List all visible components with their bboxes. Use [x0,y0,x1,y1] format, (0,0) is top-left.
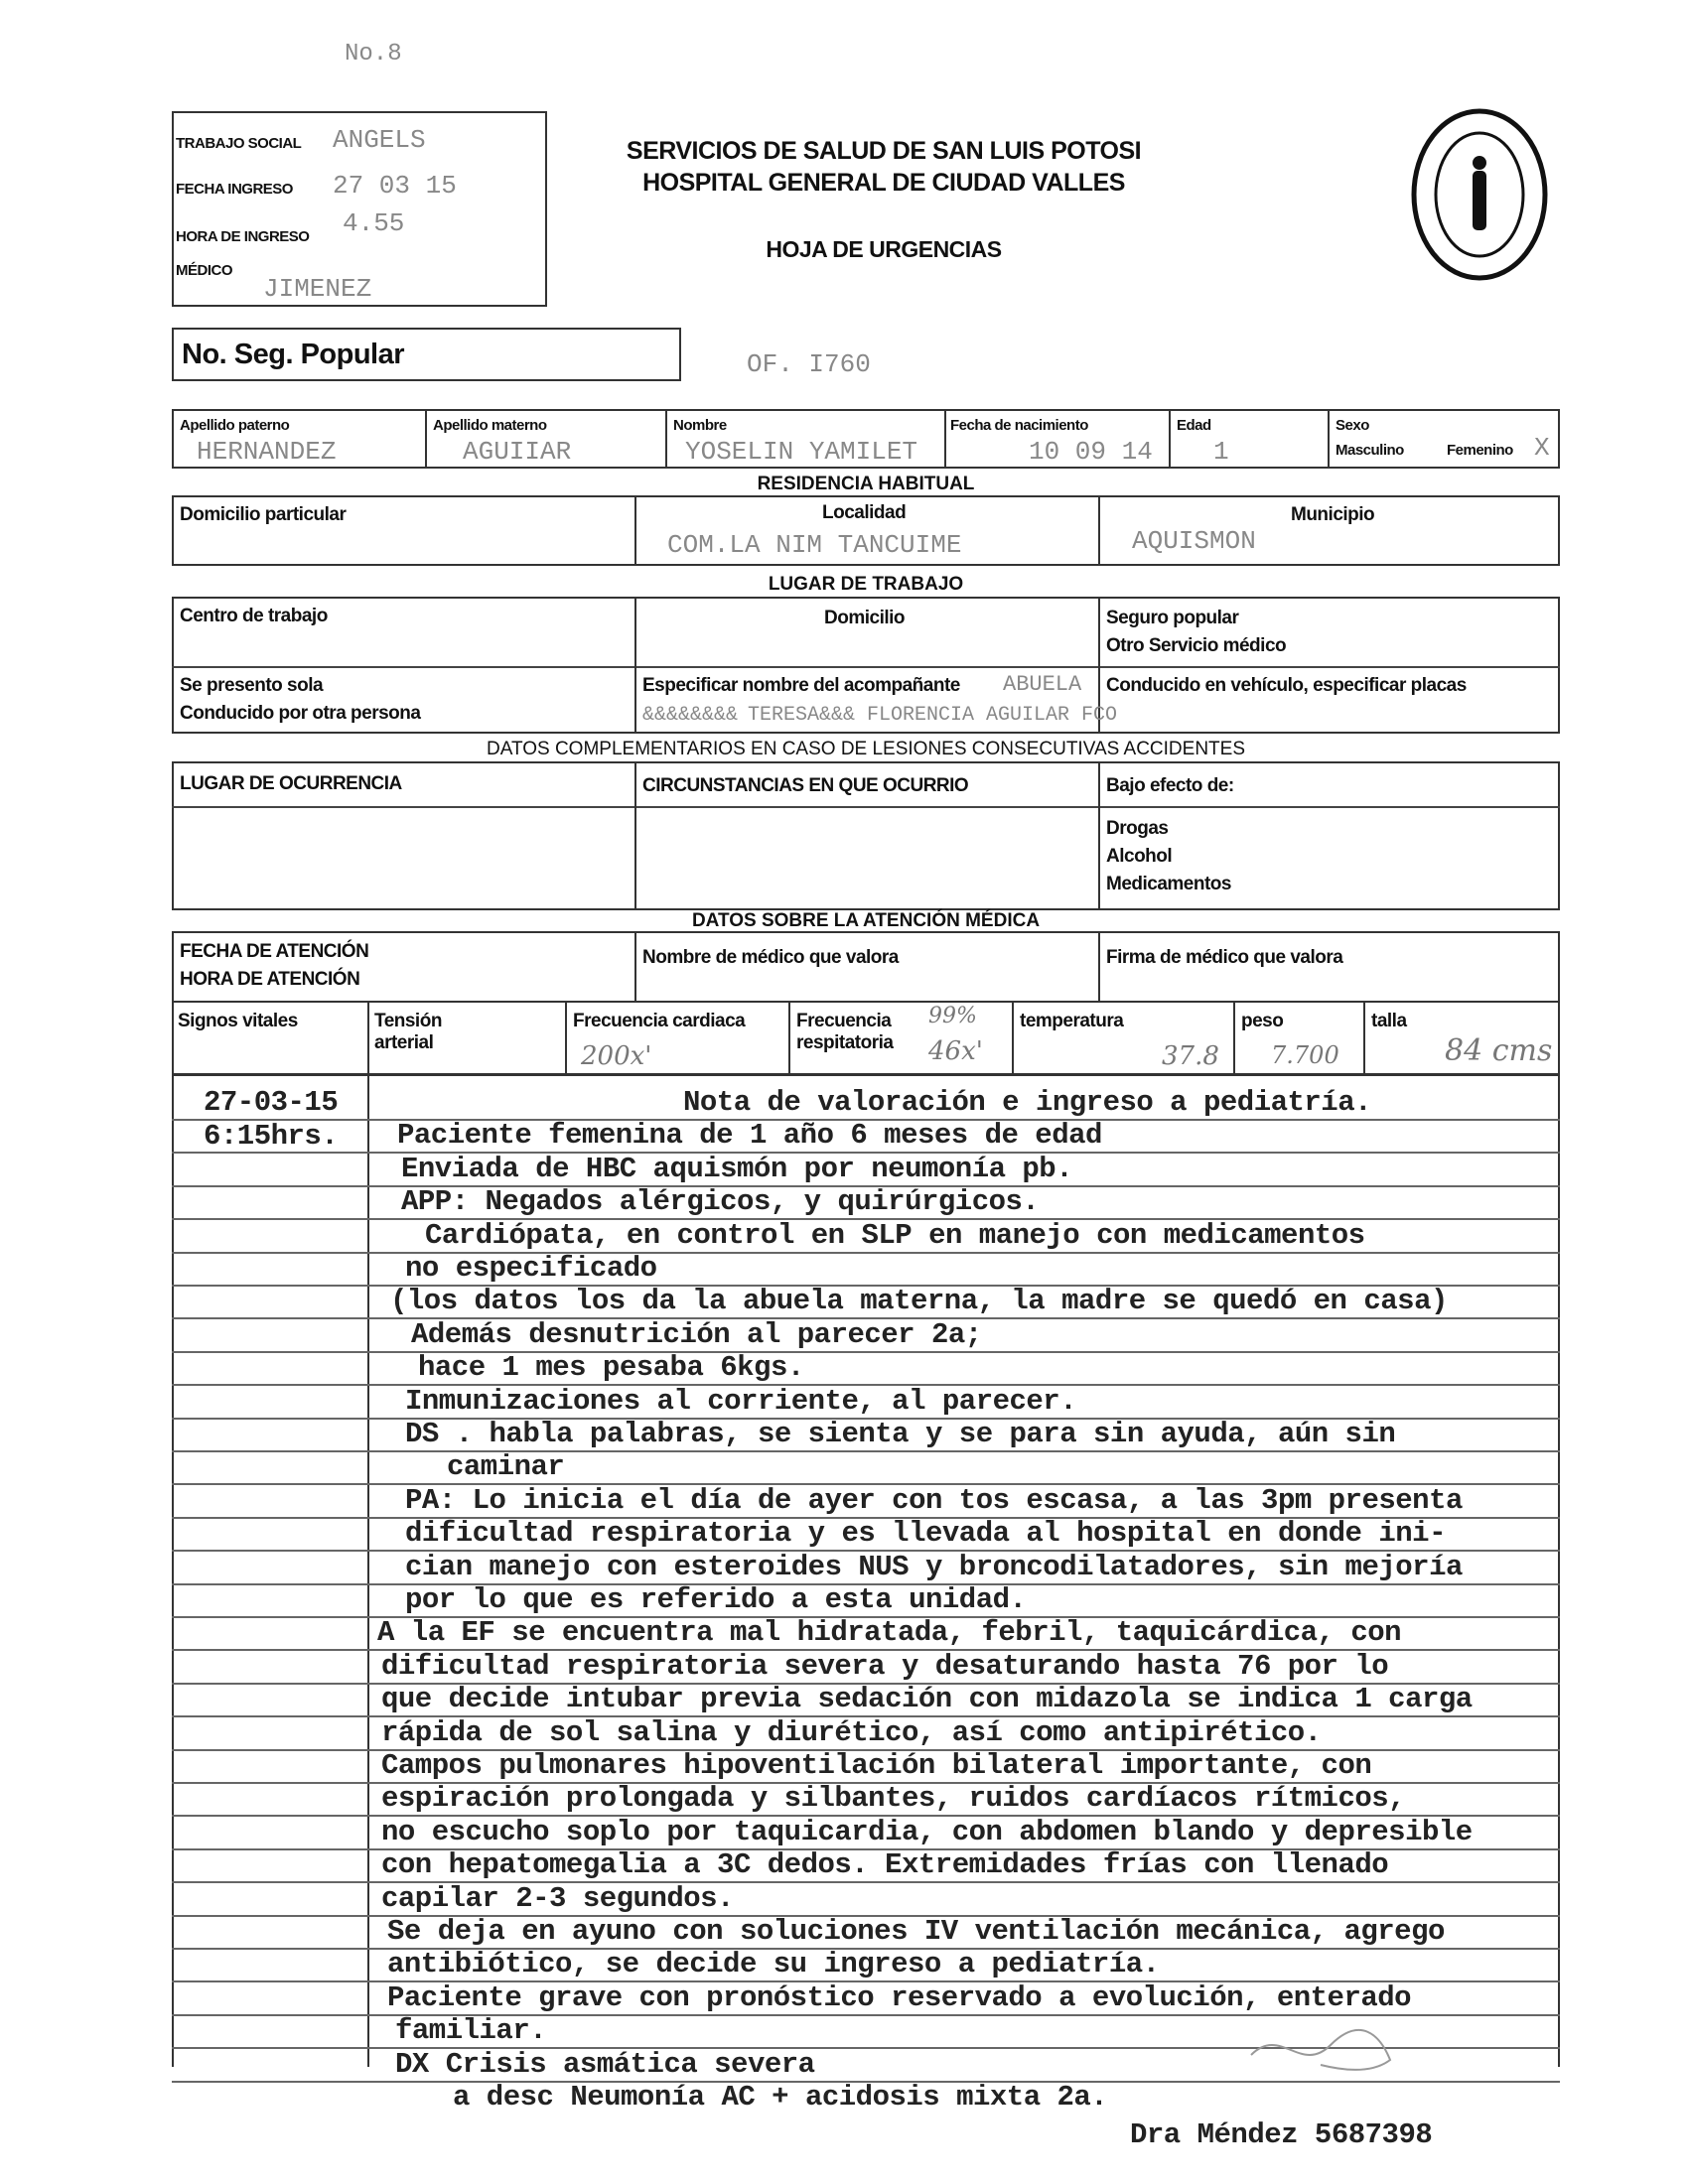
vehiculo-label: Conducido en vehículo, especificar placas [1106,675,1467,696]
note-line: con hepatomegalia a 3C dedos. Extremidades frías con llenado [381,1848,1389,1882]
bajo-efecto-label: Bajo efecto de: [1106,775,1234,796]
note-line: (los datos los da la abuela materna, la madre se quedó en casa) [390,1285,1448,1318]
sat-value: 99% [928,1004,977,1028]
note-line: Inmunizaciones al corriente, al parecer. [405,1384,1077,1418]
acompanante-overstrike: &&&&&&&& [642,704,739,727]
note-line: Paciente grave con pronóstico reservado a evolución, enterado [387,1980,1412,2014]
sexo-label: Sexo [1336,417,1369,434]
localidad-label: Localidad [822,502,907,523]
domicilio-particular-label: Domicilio particular [180,504,347,525]
ruled-line [172,1351,1560,1353]
femenino-checkbox: X [1534,433,1550,463]
note-line: a desc Neumonía AC + acidosis mixta 2a. [453,2081,1108,2114]
medico-valora-label: Nombre de médico que valora [642,947,899,968]
handwritten-signature-icon [1241,2015,1410,2085]
drogas-label: Drogas [1106,818,1169,839]
temperatura-value: 37.8 [1162,1041,1219,1071]
localidad-value: COM.LA NIM TANCUIME [667,530,962,560]
note-line: PA: Lo inicia el día de ayer con tos escasa, a las 3pm presenta [405,1483,1463,1517]
trabajo-social-label: TRABAJO SOCIAL [176,135,302,152]
medicamentos-label: Medicamentos [1106,874,1231,894]
acompanante-nombre: TERESA&&& FLORENCIA AGUILAR FCO [748,704,1118,727]
fc-label: Frecuencia cardiaca [573,1011,746,1031]
note-line: dificultad respiratoria y es llevada al hospital en donde ini- [405,1517,1446,1551]
trabajo-social-value: ANGELS [333,125,426,155]
residencia-title: RESIDENCIA HABITUAL [757,474,975,494]
municipio-label: Municipio [1291,504,1375,525]
talla-label: talla [1371,1011,1407,1031]
note-line: rápida de sol salina y diurético, así como antipirético. [381,1715,1322,1749]
talla-value: 84 cms [1445,1033,1553,1068]
note-line: Paciente femenina de 1 año 6 meses de edad [397,1119,1102,1153]
temperatura-label: temperatura [1020,1011,1124,1031]
note-line: espiración prolongada y silbantes, ruidos cardíacos rítmicos, [381,1782,1406,1816]
note-line: antibiótico, se decide su ingreso a pediatría. [387,1948,1160,1981]
fecha-nacimiento-label: Fecha de nacimiento [950,417,1088,434]
note-line: no especificado [405,1252,657,1285]
otra-persona-label: Conducido por otra persona [180,703,421,724]
peso-label: peso [1241,1011,1284,1031]
hospital-seal-icon [1409,107,1550,282]
fecha-nacimiento-value: 10 09 14 [1029,437,1153,467]
medico-value: JIMENEZ [263,274,372,304]
tension-label: Tensión arterial [374,1011,442,1053]
apellido-materno-value: AGUIIAR [463,437,572,467]
note-line: dificultad respiratoria severa y desaturando hasta 76 por lo [381,1649,1389,1683]
folio: OF. I760 [747,349,871,379]
org-line1: SERVICIOS DE SALUD DE SAN LUIS POTOSI [626,137,1142,165]
fecha-atencion-label: FECHA DE ATENCIÓN [180,941,369,962]
municipio-value: AQUISMON [1132,526,1256,556]
circunstancias-label: CIRCUNSTANCIAS EN QUE OCURRIO [642,775,969,796]
sheet-number: No.8 [345,41,402,68]
fr-label: Frecuencia respitatoria [796,1011,894,1053]
note-line: no escucho soplo por taquicardia, con abdomen blando y depresible [381,1815,1473,1848]
form-title: HOJA DE URGENCIAS [766,236,1002,262]
note-line: hace 1 mes pesaba 6kgs. [418,1351,804,1385]
note-date: 27-03-15 [204,1086,339,1119]
note-line: A la EF se encuentra mal hidratada, febril, taquicárdica, con [377,1616,1402,1650]
signos-vitales-label: Signos vitales [178,1011,298,1031]
hora-ingreso-value: 4.55 [343,208,405,238]
ruled-line [172,1450,1560,1452]
note-line: DX Crisis asmática severa [395,2047,815,2081]
masculino-label: Masculino [1336,442,1404,459]
otro-servicio-label: Otro Servicio médico [1106,635,1287,656]
note-time: 6:15hrs. [204,1120,339,1153]
note-line: caminar [447,1450,565,1484]
acompanante-label: Especificar nombre del acompañante [642,675,960,696]
nombre-label: Nombre [673,417,727,434]
apellido-paterno-value: HERNANDEZ [197,437,337,467]
femenino-label: Femenino [1447,442,1513,459]
nombre-value: YOSELIN YAMILET [685,437,918,467]
note-line: capilar 2-3 segundos. [381,1881,734,1915]
note-line: APP: Negados alérgicos, y quirúrgicos. [401,1185,1040,1219]
note-line: Campos pulmonares hipoventilación bilateral importante, con [381,1749,1372,1782]
seg-popular-box [172,328,681,381]
fc-value: 200x' [581,1041,652,1071]
note-line: Cardiópata, en control en SLP en manejo con medicamentos [425,1218,1365,1252]
ruled-line [172,1252,1560,1254]
firma-medico-label: Firma de médico que valora [1106,947,1343,968]
doctor-signature-line: Dra Méndez 5687398 [1130,2118,1433,2151]
trabajo-title: LUGAR DE TRABAJO [768,574,964,595]
note-line: DS . habla palabras, se sienta y se para sin ayuda, aún sin [405,1418,1396,1450]
se-presento-sola-label: Se presento sola [180,675,324,696]
centro-trabajo-label: Centro de trabajo [180,606,328,626]
acompanante-relacion: ABUELA [1003,672,1082,697]
note-line: familiar. [395,2014,547,2048]
lugar-ocurrencia-label: LUGAR DE OCURRENCIA [180,773,402,794]
hora-atencion-label: HORA DE ATENCIÓN [180,969,360,990]
note-line: Enviada de HBC aquismón por neumonía pb. [401,1152,1073,1185]
fecha-ingreso-value: 27 03 15 [333,171,457,201]
ruled-line [172,1881,1560,1883]
admission-box [172,111,547,307]
note-line: por lo que es referido a esta unidad. [405,1583,1027,1616]
note-line: Nota de valoración e ingreso a pediatría. [683,1086,1372,1119]
alcohol-label: Alcohol [1106,846,1173,867]
fr-value: 46x' [928,1036,983,1066]
note-line: Además desnutrición al parecer 2a; [411,1317,982,1351]
atencion-title: DATOS SOBRE LA ATENCIÓN MÉDICA [691,910,1041,931]
note-line: que decide intubar previa sedación con midazola se indica 1 carga [381,1683,1473,1716]
org-line2: HOSPITAL GENERAL DE CIUDAD VALLES [642,169,1125,197]
note-line: cian manejo con esteroides NUS y broncodilatadores, sin mejoría [405,1550,1463,1583]
domicilio-trabajo-label: Domicilio [824,608,906,628]
fecha-ingreso-label: FECHA INGRESO [176,181,293,198]
note-line: Se deja en ayuno con soluciones IV ventilación mecánica, agrego [387,1915,1445,1948]
edad-value: 1 [1213,437,1229,467]
seguro-popular-label: Seguro popular [1106,608,1239,628]
seg-popular-label: No. Seg. Popular [182,339,405,370]
edad-label: Edad [1177,417,1211,434]
peso-value: 7.700 [1271,1041,1339,1069]
hora-ingreso-label: HORA DE INGRESO [176,228,310,245]
apellido-materno-label: Apellido materno [433,417,547,434]
accidentes-title: DATOS COMPLEMENTARIOS EN CASO DE LESIONES CONSECUTIVAS ACCIDENTES [486,739,1246,759]
medico-label: MÉDICO [176,262,232,279]
apellido-paterno-label: Apellido paterno [180,417,290,434]
